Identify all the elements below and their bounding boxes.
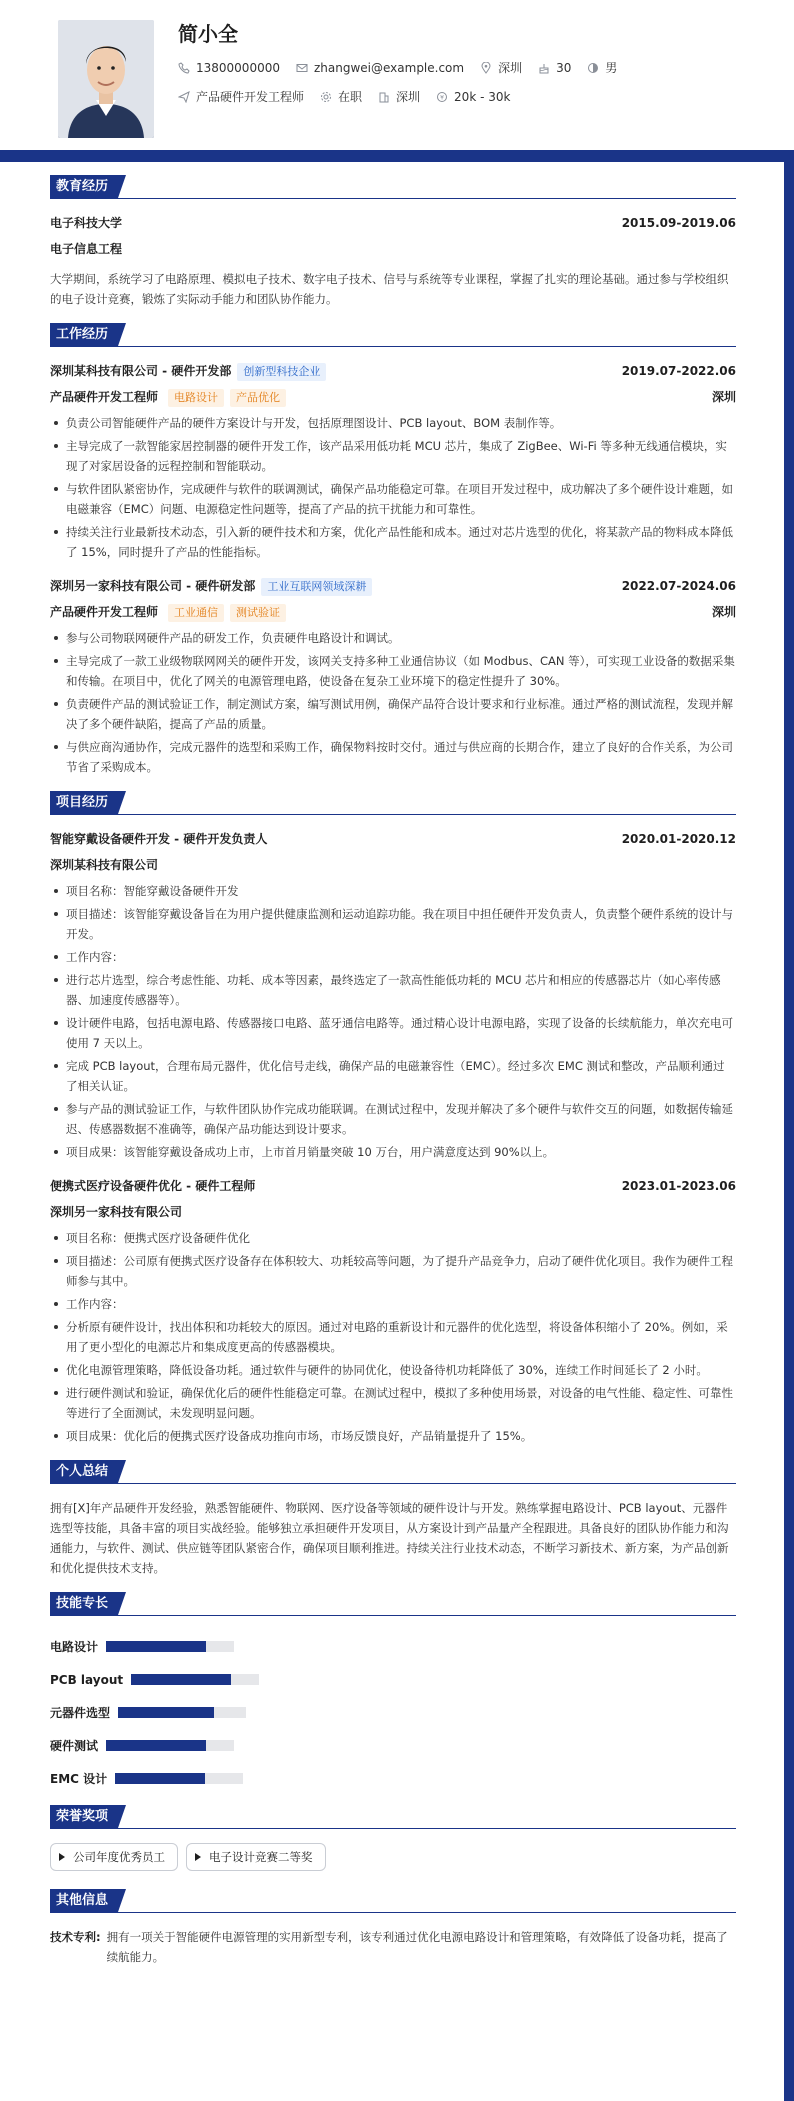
other-text: 拥有一项关于智能硬件电源管理的实用新型专利，该专利通过优化电源电路设计和管理策略，有效降低了设备功耗，提高了续航能力。 <box>106 1930 728 1964</box>
work-company-row <box>50 576 736 596</box>
list-item: 工作内容： <box>50 947 736 967</box>
skills-title: 技能专长 <box>50 1592 118 1615</box>
skill-bar-fill <box>118 1707 214 1718</box>
education-section <box>50 175 736 309</box>
frame-right-bar <box>784 150 794 2101</box>
list-item: 项目描述：公司原有便携式医疗设备存在体积较大、功耗较高等问题，为了提升产品竞争力，启动了硬件优化项目。我作为硬件工程师参与其中。 <box>50 1251 736 1291</box>
work-title: 工作经历 <box>50 323 118 346</box>
triangle-icon <box>195 1853 201 1861</box>
education-school: 电子科技大学 <box>50 216 123 230</box>
skill-name: PCB layout <box>50 1672 124 1687</box>
resume-content <box>50 175 736 1977</box>
list-item: 与软件团队紧密协作，完成硬件与软件的联调测试，确保产品功能稳定可靠。在项目开发过程中，成功解决了多个硬件设计难题，如电磁兼容（EMC）问题、电源稳定性问题等，提高了产品的抗干扰能力和可靠性。 <box>50 479 736 519</box>
city-info <box>480 59 522 76</box>
education-major: 电子信息工程 <box>50 242 123 256</box>
list-item: 进行硬件测试和验证，确保优化后的硬件性能稳定可靠。在测试过程中，模拟了多种使用场景，对设备的电气性能、稳定性、可靠性等进行了全面测试，未发现明显问题。 <box>50 1383 736 1423</box>
skill-item <box>50 1729 398 1762</box>
list-item: 项目名称：便携式医疗设备硬件优化 <box>50 1228 736 1248</box>
skill-item <box>50 1696 398 1729</box>
list-item: 参与公司物联网硬件产品的研发工作，负责硬件电路设计和调试。 <box>50 628 736 648</box>
list-item: 完成 PCB layout，合理布局元器件，优化信号走线，确保产品的电磁兼容性（EMC）。经过多次 EMC 测试和整改，产品顺利通过了相关认证。 <box>50 1056 736 1096</box>
other-patent-row <box>50 1927 736 1967</box>
project-name-row <box>50 1176 736 1196</box>
list-item: 项目名称：智能穿戴设备硬件开发 <box>50 881 736 901</box>
award-badge <box>50 1843 178 1871</box>
work-section <box>50 323 736 777</box>
list-item: 主导完成了一款工业级物联网网关的硬件开发，该网关支持多种工业通信协议（如 Modbus、CAN 等），可实现工业设备的数据采集和传输。在项目中，优化了网关的电源管理电路，使设备在复杂工业环境下的稳定性提升了 30%。 <box>50 651 736 691</box>
skill-bar-fill <box>106 1641 206 1652</box>
svg-text:¥: ¥ <box>440 94 444 101</box>
status-text: 在职 <box>338 90 363 104</box>
skill-bar-fill <box>131 1674 231 1685</box>
target-city-info <box>378 88 420 105</box>
phone-icon <box>178 62 190 74</box>
other-header <box>50 1889 736 1913</box>
list-item: 主导完成了一款智能家居控制器的硬件开发工作，该产品采用低功耗 MCU 芯片，集成了 ZigBee、Wi-Fi 等多种无线通信模块，实现了对家居设备的远程控制和智能联动。 <box>50 436 736 476</box>
work-city: 深圳 <box>711 390 736 404</box>
work-role-row <box>50 602 736 622</box>
avatar <box>58 20 154 138</box>
summary-header <box>50 1460 736 1484</box>
job-text: 产品硬件开发工程师 <box>196 90 305 104</box>
project-company: 深圳另一家科技有限公司 <box>50 1205 183 1219</box>
work-company-row <box>50 361 736 381</box>
awards-section <box>50 1805 736 1871</box>
education-row <box>50 213 736 233</box>
age-text: 30 <box>556 60 572 75</box>
project-date: 2020.01-2020.12 <box>621 832 736 846</box>
work-date: 2022.07-2024.06 <box>621 579 736 593</box>
triangle-icon <box>59 1853 65 1861</box>
email-info <box>296 61 464 75</box>
list-item: 工作内容： <box>50 1294 736 1314</box>
project-item <box>50 829 736 1162</box>
city-text: 深圳 <box>498 61 523 75</box>
skills-list <box>50 1630 736 1795</box>
salary-text: 20k - 30k <box>454 89 511 104</box>
summary-text: 拥有[X]年产品硬件开发经验，熟悉智能硬件、物联网、医疗设备等领域的硬件设计与开发。熟练掌握电路设计、PCB layout、元器件选型等技能，具备丰富的项目实战经验。能够独立承担硬件开发项目，从方案设计到产品量产全程跟进。具备良好的团队协作能力和沟通能力，与软件、测试、供应链等团队紧密合作，确保项目顺利推进。持续关注行业技术动态，不断学习新技术、新方案，为产品创新和优化提供技术支持。 <box>50 1501 729 1575</box>
project-item <box>50 1176 736 1446</box>
education-desc: 大学期间，系统学习了电路原理、模拟电子技术、数字电子技术、信号与系统等专业课程，掌握了扎实的理论基础。通过参与学校组织的电子设计竞赛，锻炼了实际动手能力和团队协作能力。 <box>50 272 729 306</box>
work-company-name: 深圳某科技有限公司 - 硬件开发部 <box>50 364 232 378</box>
work-company-name: 深圳另一家科技有限公司 - 硬件研发部 <box>50 579 256 593</box>
gender-info <box>587 59 617 76</box>
work-city: 深圳 <box>711 605 736 619</box>
awards-header <box>50 1805 736 1829</box>
project-company: 深圳某科技有限公司 <box>50 858 159 872</box>
summary-title: 个人总结 <box>50 1460 118 1483</box>
list-item: 项目成果：优化后的便携式医疗设备成功推向市场，市场反馈良好，产品销量提升了 15%。 <box>50 1426 736 1446</box>
company-tag: 工业互联网领域深耕 <box>261 578 372 596</box>
gender-text: 男 <box>605 61 618 75</box>
cake-icon <box>538 62 550 74</box>
work-role-row <box>50 387 736 407</box>
target-city-text: 深圳 <box>396 90 421 104</box>
role-tag: 工业通信 <box>168 604 224 622</box>
skill-bar-fill <box>115 1773 205 1784</box>
work-role <box>50 387 286 407</box>
list-item: 项目成果：该智能穿戴设备成功上市，上市首月销量突破 10 万台，用户满意度达到 90%以上。 <box>50 1142 736 1162</box>
skills-header <box>50 1592 736 1616</box>
location-icon <box>480 62 492 74</box>
award-badge <box>186 1843 326 1871</box>
awards-list <box>50 1843 736 1871</box>
email-text: zhangwei@example.com <box>313 60 465 75</box>
work-bullets <box>50 628 736 777</box>
list-item: 进行芯片选型，综合考虑性能、功耗、成本等因素，最终选定了一款高性能低功耗的 MCU 芯片和相应的传感器芯片（如心率传感器、加速度传感器等）。 <box>50 970 736 1010</box>
list-item: 持续关注行业最新技术动态，引入新的硬件技术和方案，优化产品性能和成本。通过对芯片选型的优化，将某款产品的物料成本降低了 15%，同时提升了产品的性能指标。 <box>50 522 736 562</box>
project-name: 便携式医疗设备硬件优化 - 硬件工程师 <box>50 1179 256 1193</box>
project-bullets <box>50 1228 736 1446</box>
project-name-row <box>50 829 736 849</box>
avatar-portrait-icon <box>58 20 154 138</box>
age-info <box>538 61 571 75</box>
education-date: 2015.09-2019.06 <box>621 216 736 230</box>
awards-title: 荣誉奖项 <box>50 1805 118 1828</box>
gender-icon <box>587 62 599 74</box>
list-item: 负责硬件产品的测试验证工作，制定测试方案，编写测试用例，确保产品符合设计要求和行业标准。通过严格的测试流程，发现并解决了多个硬件缺陷，提高了产品的质量。 <box>50 694 736 734</box>
work-item <box>50 576 736 777</box>
skill-bar <box>106 1740 234 1751</box>
list-item: 优化电源管理策略，降低设备功耗。通过软件与硬件的协同优化，使设备待机功耗降低了 30%，连续工作时间延长了 2 小时。 <box>50 1360 736 1380</box>
mail-icon <box>296 62 308 74</box>
education-title: 教育经历 <box>50 175 118 198</box>
project-name: 智能穿戴设备硬件开发 - 硬件开发负责人 <box>50 832 268 846</box>
list-item: 负责公司智能硬件产品的硬件方案设计与开发，包括原理图设计、PCB layout、BOM 表制作等。 <box>50 413 736 433</box>
company-tag: 创新型科技企业 <box>237 363 326 381</box>
phone-text: 13800000000 <box>196 60 280 75</box>
skill-item <box>50 1630 398 1663</box>
list-item: 参与产品的测试验证工作，与软件团队协作完成功能联调。在测试过程中，发现并解决了多个硬件与软件交互的问题，如数据传输延迟、传感器数据不准确等，确保产品功能达到设计要求。 <box>50 1099 736 1139</box>
skill-name: 元器件选型 <box>50 1706 111 1720</box>
skill-item <box>50 1663 398 1696</box>
award-text: 公司年度优秀员工 <box>73 1850 165 1864</box>
education-header <box>50 175 736 199</box>
work-role <box>50 602 286 622</box>
work-company <box>50 361 326 381</box>
status-info <box>320 88 362 105</box>
work-company <box>50 576 372 596</box>
summary-section <box>50 1460 736 1578</box>
work-role-name: 产品硬件开发工程师 <box>50 605 159 619</box>
skill-bar <box>118 1707 246 1718</box>
skill-name: 电路设计 <box>50 1640 99 1654</box>
list-item: 与供应商沟通协作，完成元器件的选型和采购工作，确保物料按时交付。通过与供应商的长期合作，建立了良好的合作关系，为公司节省了采购成本。 <box>50 737 736 777</box>
money-icon <box>436 91 448 103</box>
role-tag: 测试验证 <box>230 604 286 622</box>
skill-item <box>50 1762 398 1795</box>
send-icon <box>178 91 190 103</box>
gear-icon <box>320 91 332 103</box>
list-item: 项目描述：该智能穿戴设备旨在为用户提供健康监测和运动追踪功能。我在项目中担任硬件开发负责人，负责整个硬件系统的设计与开发。 <box>50 904 736 944</box>
other-title: 其他信息 <box>50 1889 118 1912</box>
profile-name: 简小全 <box>178 22 238 46</box>
projects-header <box>50 791 736 815</box>
work-item <box>50 361 736 562</box>
frame-top-bar <box>0 150 794 162</box>
other-label: 技术专利: <box>50 1930 101 1944</box>
role-tag: 产品优化 <box>230 389 286 407</box>
award-text: 电子设计竞赛二等奖 <box>209 1850 313 1864</box>
profile-contact-row <box>178 59 633 76</box>
work-bullets <box>50 413 736 562</box>
projects-section <box>50 791 736 1446</box>
phone-info <box>178 61 280 75</box>
project-bullets <box>50 881 736 1162</box>
job-info <box>178 88 304 105</box>
salary-info <box>436 90 510 104</box>
skill-bar <box>115 1773 243 1784</box>
work-header <box>50 323 736 347</box>
skills-section <box>50 1592 736 1795</box>
building-icon <box>378 91 390 103</box>
list-item: 设计硬件电路，包括电源电路、传感器接口电路、蓝牙通信电路等。通过精心设计电源电路，实现了设备的长续航能力，单次充电可使用 7 天以上。 <box>50 1013 736 1053</box>
profile-job-row <box>178 88 526 105</box>
list-item: 分析原有硬件设计，找出体积和功耗较大的原因。通过对电路的重新设计和元器件的优化选型，将设备体积缩小了 20%。例如，采用了更小型化的电源芯片和集成度更高的传感器模块。 <box>50 1317 736 1357</box>
profile-header <box>0 0 794 150</box>
skill-name: 硬件测试 <box>50 1739 99 1753</box>
other-section <box>50 1889 736 1967</box>
project-date: 2023.01-2023.06 <box>621 1179 736 1193</box>
work-role-name: 产品硬件开发工程师 <box>50 390 159 404</box>
work-date: 2019.07-2022.06 <box>621 364 736 378</box>
projects-title: 项目经历 <box>50 791 118 814</box>
role-tag: 电路设计 <box>168 389 224 407</box>
skill-bar-fill <box>106 1740 206 1751</box>
skill-name: EMC 设计 <box>50 1772 108 1786</box>
skill-bar <box>106 1641 234 1652</box>
skill-bar <box>131 1674 259 1685</box>
